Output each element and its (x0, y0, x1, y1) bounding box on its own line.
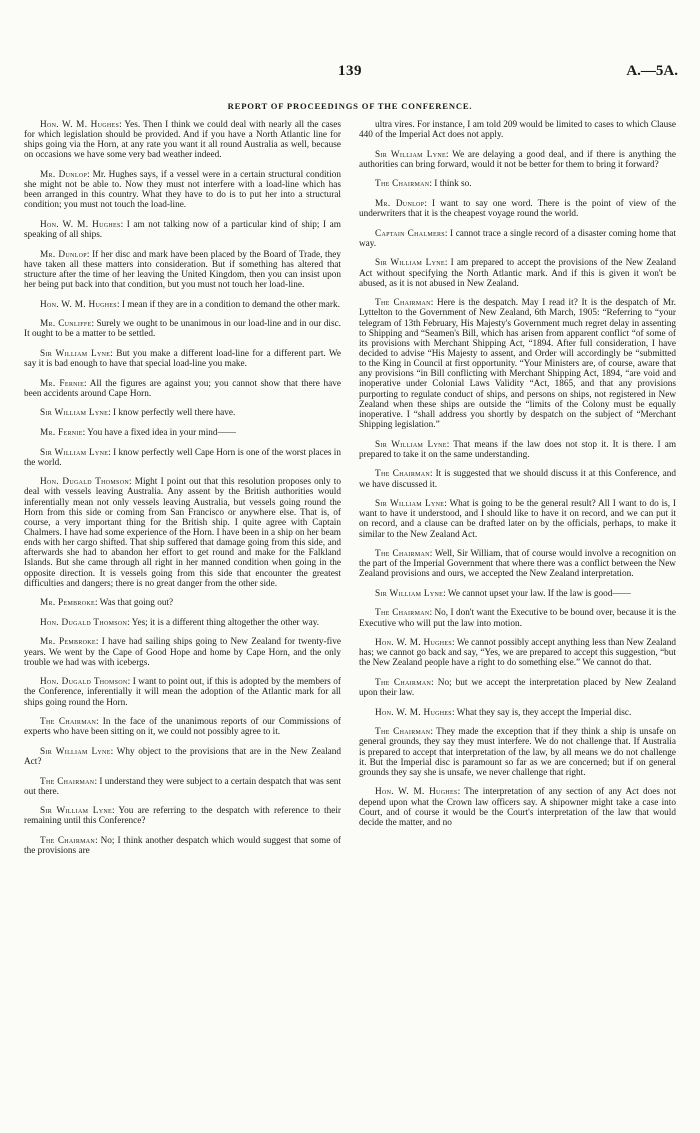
speech-paragraph: The Chairman: They made the exception that if they think a ship is unsafe on general grounds, they say they must interfere. We do not challenge that. If Australia is prepared to accept that interpretation of the law, by all means we do not challenge it. But the Imperial disc is paramount so far as we are concerned; but if on general grounds they say she is unsafe, we never challenge that right. (359, 727, 677, 778)
speaker-name: Sir William Lyne (40, 806, 112, 817)
speech-paragraph: Mr. Dunlop: Mr. Hughes says, if a vessel were in a certain structural condition she might not be able to. Now they must not interfere with a load-line which has been arranged in this country. What they have to do is to put her into a structural condition; you must not touch the load-line. (24, 170, 341, 211)
speech-text: We are delaying a good deal, and if there is anything the authorities can bring forward, would it not be better for them to bring it forward? (359, 149, 677, 170)
speech-paragraph: The Chairman: No; but we accept the interpretation placed by New Zealand upon their law. (359, 678, 677, 699)
speech-text: I want to point out, if this is adopted by the members of the Conference, inferentially it will mean the adoption of the Atlantic mark for all ships going round the Horn. (24, 677, 342, 708)
speech-paragraph: Sir William Lyne: I know perfectly well there have. (40, 408, 236, 419)
speaker-name: Hon. W. M. Hughes (40, 120, 120, 130)
left-column (24, 120, 341, 866)
speaker-name: The Chairman (375, 179, 430, 190)
speech-paragraph: Sir William Lyne: We are delaying a good deal, and if there is anything the authorities can bring forward, would it not be better for them to bring it forward? (359, 149, 677, 170)
speaker-name: Hon. W. M. Hughes (40, 299, 117, 310)
speaker-name: Mr. Dunlop (40, 249, 87, 260)
speaker-name: Captain Chalmers (375, 228, 445, 239)
speaker-name: Mr. Cunliffe (40, 319, 92, 330)
speech-text: Well, Sir William, that of course would involve a recognition on the part of the Imperial Government that where there was a conflict between the New Zealand provisions and ours, we accepted the New Zealand interpretation. (359, 549, 677, 580)
speech-paragraph: Hon. Dugald Thomson: I want to point out, if this is adopted by the members of the Conference, inferentially it will mean the adoption of the Atlantic mark for all ships going round the Horn. (24, 677, 342, 708)
speech-paragraph: Hon. W. M. Hughes: I am not talking now of a particular kind of ship; I am speaking of all ships. (24, 220, 341, 241)
speech-paragraph: Sir William Lyne: You are referring to the despatch with reference to their remaining until this Conference? (24, 806, 341, 827)
speaker-name: Hon. W. M. Hughes (40, 220, 121, 231)
speech-text: Was that going out? (99, 598, 174, 609)
speaker-name: Sir William Lyne (375, 499, 445, 510)
speaker-name: Mr. Pembroke (40, 637, 96, 648)
speaker-name: Mr. Dunlop (375, 198, 425, 209)
speech-text: What is going to be the general result? All I want to do is, I want to have it understood, and I should like to have it on record, and we can put it on record, and a clause can be drafted later on by the officials, perhaps, to make it similar to the New Zealand Act. (359, 499, 677, 540)
speaker-name: The Chairman (375, 469, 431, 480)
speech-text: I know perfectly well Cape Horn is one of the worst places in the world. (24, 447, 342, 468)
speaker-name: Hon. W. M. Hughes (375, 638, 452, 649)
speech-text: Might I point out that this resolution proposes only to deal with vessels leaving Australia. Any assent by the British authorities would inferentially mean not only vessels leaving Australia, but vessels going round the Horn from this side or coming from San Francisco or anywhere else. That is, of course, a very important thing for the British ship. I quite agree with Captain Chalmers. I have had some experience of the Horn. I have been in a ship on her beam ends with her cargo shifted. That ship suffered that damage going from this side, and afterwards she had to abandon her effort to get round and make for the Falkland Islands. But she came through all right in her manned condition when going in the opposite direction. It is vessels going from this side that encounter the greatest difficulties and dangers; there is no great danger from the other side. (24, 477, 341, 589)
speech-text: No; but we accept the interpretation placed by New Zealand upon their law. (359, 678, 677, 699)
speech-text: The interpretation of any section of any Act does not depend upon what the Crown law officers say. A shipowner might take a case into Court, and of course it would be the Court's interpretation of the law that would decide the matter, and no (359, 787, 676, 828)
speech-text: I think so. (434, 179, 472, 190)
speaker-name: Mr. Pembroke (40, 598, 95, 609)
speech-paragraph: Mr. Pembroke: I have had sailing ships going to New Zealand for twenty-five years. We went by the Cape of Good Hope and home by Cape Horn, and the only trouble we had was with icebergs. (24, 637, 341, 668)
speech-text: It is suggested that we should discuss it at this Conference, and we have discussed it. (359, 469, 676, 490)
speaker-name: Mr. Fernie (40, 427, 83, 438)
speaker-name: Sir William Lyne (40, 447, 109, 458)
speaker-name: Sir William Lyne (40, 349, 111, 359)
speech-paragraph: Sir William Lyne: We cannot upset your law. If the law is good—— (375, 588, 631, 599)
speech-paragraph: Sir William Lyne: What is going to be the general result? All I want to do is, I want to have it understood, and I should like to have it on record, and we can put it on record, and a clause can be drafted later on by the officials, perhaps, to make it similar to the New Zealand Act. (359, 499, 677, 540)
speech-paragraph: Sir William Lyne: I know perfectly well Cape Horn is one of the worst places in the world. (24, 447, 342, 468)
speech-text: Why object to the provisions that are in the New Zealand Act? (24, 746, 342, 767)
speech-text: You are referring to the despatch with reference to their remaining until this Conference? (24, 806, 341, 827)
speech-paragraph: Hon. W. M. Hughes: What they say is, they accept the Imperial disc. (375, 707, 632, 718)
speech-text: All the figures are against you; you cannot show that there have been accidents around Cape Horn. (24, 378, 341, 399)
right-column (359, 120, 676, 837)
speaker-name: Sir William Lyne (40, 746, 111, 757)
speech-text: That means if the law does not stop it. It is there. I am prepared to take it on the same understanding. (359, 439, 677, 460)
speech-text: Yes; it is a different thing altogether the other way. (131, 617, 320, 628)
speech-text: What they say is, they accept the Imperial disc. (456, 707, 632, 718)
speech-paragraph: Hon. W. M. Hughes: Yes. Then I think we could deal with nearly all the cases for which legislation should be provided. And if you have a North Atlantic line for ships going via the Horn, at any rate you want it all round Australia as well, because on occasions we have some very bad weather indeed. (24, 120, 341, 161)
speech-text: You have a fixed idea in your mind—— (87, 427, 237, 438)
speech-paragraph: Mr. Pembroke: Was that going out? (40, 598, 174, 609)
speech-text: If her disc and mark have been placed by the Board of Trade, they have taken all these matters into consideration. But if something has altered that structure after the time of her leaving the United Kingdom, then you can insist upon her being put back into that condition, but you must not touch her load-line. (24, 249, 341, 291)
speaker-name: The Chairman (375, 298, 431, 309)
speech-text: Surely we ought to be unanimous in our load-line and in our disc. It ought to be a matter to be settled. (24, 319, 341, 340)
speech-paragraph: Hon. W. M. Hughes: I mean if they are in a condition to demand the other mark. (40, 299, 340, 310)
speaker-name: The Chairman (40, 776, 95, 787)
speaker-name: Hon. Dugald Thomson (40, 477, 129, 488)
speech-paragraph: Mr. Fernie: All the figures are against you; you cannot show that there have been accidents around Cape Horn. (24, 378, 341, 399)
speaker-name: The Chairman (375, 678, 432, 689)
speech-paragraph: Hon. W. M. Hughes: We cannot possibly accept anything less than New Zealand has; we cannot go back and say, “Yes, we are prepared to accept this suggestion, “but the New Zealand people have a right to do something else.” We cannot do that. (359, 638, 676, 669)
speech-text: But you make a different load-line for a different part. We say it is bad enough to have that special load-line you make. (24, 349, 342, 370)
speech-text: We cannot upset your law. If the law is good—— (447, 588, 631, 599)
speech-paragraph (359, 120, 676, 140)
speech-paragraph: Hon. W. M. Hughes: The interpretation of any section of any Act does not depend upon what the Crown law officers say. A shipowner might take a case into Court, and of course it would be the Court's interpretation of the law that would decide the matter, and no (359, 787, 676, 828)
speech-paragraph: The Chairman: It is suggested that we should discuss it at this Conference, and we have discussed it. (359, 469, 676, 490)
speech-paragraph: The Chairman: In the face of the unanimous reports of our Commissions of experts who have been sitting on it, we could not possibly agree to it. (24, 717, 341, 738)
speech-paragraph: Hon. Dugald Thomson: Yes; it is a different thing altogether the other way. (40, 617, 320, 628)
speech-paragraph: Mr. Dunlop: If her disc and mark have been placed by the Board of Trade, they have taken all these matters into consideration. But if something has altered that structure after the time of her leaving the United Kingdom, then you can insist upon her being put back into that condition, but you must not touch her load-line. (24, 249, 341, 291)
speech-text: I want to say one word. There is the point of view of the underwriters that it is the cheapest voyage round the world. (359, 198, 676, 220)
speaker-name: Mr. Dunlop (40, 170, 88, 181)
speech-text: ultra vires. For instance, I am told 209 would be limited to cases to which Clause 440 of the Imperial Act does not apply. (359, 120, 676, 141)
speech-paragraph: The Chairman: No, I don't want the Executive to be bound over, because it is the Executive who will put the law into motion. (359, 608, 676, 629)
speech-paragraph: The Chairman: Here is the despatch. May I read it? It is the despatch of Mr. Lyttelton to the Government of New Zealand, 6th March, 1905: “Referring to “your telegram of 13th February, His Majesty's Government much regret delay in assenting to Shipping and “Seamen's Bill, which has arisen from apparent conflict “of some of its provisions with Merchant Shipping Act, “1894. After full consideration, I have decided to advise “His Majesty to assent, and Order will accordingly be “submitted to the King in Council at first opportunity. “Your Ministers are, of course, aware that any provisions “in Bill conflicting with Merchant Shipping Act, 1894, “are void and inoperative under Colonial Laws Validity “Act, 1865, and that any provisions purporting to regulate conduct of ships, and persons on ships, not registered in New Zealand when these ships are outside the “limits of the Colony must be equally inoperative. I “shall address you shortly by despatch on the subject of “Merchant Shipping legislation.” (359, 298, 676, 431)
speech-paragraph: The Chairman: I think so. (375, 179, 472, 190)
document-code: A.—5A. (626, 63, 678, 79)
speech-text: I understand they were subject to a certain despatch that was sent out there. (24, 776, 341, 797)
speech-text: Yes. Then I think we could deal with nearly all the cases for which legislation should be provided. And if you have a North Atlantic line for ships going via the Horn, at any rate you want it all round Australia as well, because on occasions we have some very bad weather indeed. (24, 120, 341, 161)
speech-paragraph: Hon. Dugald Thomson: Might I point out that this resolution proposes only to deal with vessels leaving Australia. Any assent by the British authorities would inferentially mean not only vessels leaving Australia, but vessels going round the Horn from this side or coming from San Francisco or anywhere else. That is, of course, a very important thing for the British ship. I quite agree with Captain Chalmers. I have had some experience of the Horn. I have been in a ship on her beam ends with her cargo shifted. That ship suffered that damage going from this side, and afterwards she had to abandon her effort to get round and make for the Falkland Islands. But she came through all right in her manned condition when going in the opposite direction. It is vessels going from this side that encounter the greatest difficulties and dangers; there is no great danger from the other side. (24, 477, 341, 589)
speech-text: I am prepared to accept the provisions of the New Zealand Act without specifying the North Atlantic mark. And if this is given it won't be abused, as it is not abused in New Zealand. (359, 258, 676, 289)
speech-paragraph: The Chairman: No; I think another despatch which would suggest that some of the provisions are (24, 835, 341, 857)
speech-text: Mr. Hughes says, if a vessel were in a certain structural condition she might not be able to. Now they must not interfere with a load-line which has been arranged in this country. What they have to do is to put her into a structural condition; you must not touch the load-line. (24, 170, 341, 211)
speaker-name: Sir William Lyne (375, 588, 444, 599)
speech-text: I cannot trace a single record of a disaster coming home that way. (359, 228, 677, 249)
speaker-name: The Chairman (375, 549, 430, 560)
speech-text: They made the exception that if they think a ship is unsafe on general grounds, they say they must interfere. We do not challenge that. If Australia is prepared to accept that interpretation of the law, by all means we do not challenge it. But the Imperial disc is paramount so far as we are concerned; but if on general grounds they say she is unsafe, we never challenge that right. (359, 727, 677, 778)
speech-paragraph: Sir William Lyne: Why object to the provisions that are in the New Zealand Act? (24, 746, 342, 767)
speech-paragraph: Sir William Lyne: But you make a different load-line for a different part. We say it is bad enough to have that special load-line you make. (24, 349, 342, 370)
speech-text: No, I don't want the Executive to be bound over, because it is the Executive who will put the law into motion. (359, 608, 676, 629)
speaker-name: Hon. W. M. Hughes (375, 787, 458, 798)
speech-paragraph: The Chairman: I understand they were subject to a certain despatch that was sent out there. (24, 776, 341, 797)
speaker-name: The Chairman (40, 835, 96, 846)
speech-text: I have had sailing ships going to New Zealand for twenty-five years. We went by the Cape of Good Hope and home by Cape Horn, and the only trouble we had was with icebergs. (24, 637, 341, 668)
speech-text: I know perfectly well there have. (113, 408, 236, 419)
page-number: 139 (338, 63, 362, 79)
speech-paragraph: Captain Chalmers: I cannot trace a single record of a disaster coming home that way. (359, 228, 677, 249)
speech-text: Here is the despatch. May I read it? It is the despatch of Mr. Lyttelton to the Government of New Zealand, 6th March, 1905: “Referring to “your telegram of 13th February, His Majesty's Government much regret delay in assenting to Shipping and “Seamen's Bill, which has arisen from apparent conflict “of some of its provisions with Merchant Shipping Act, “1894. After full consideration, I have decided to advise “His Majesty to assent, and Order will accordingly be “submitted to the King in Council at first opportunity. “Your Ministers are, of course, aware that any provisions “in Bill conflicting with Merchant Shipping Act, 1894, “are void and inoperative under Colonial Laws Validity “Act, 1865, and that any provisions purporting to regulate conduct of ships, and persons on ships, not registered in New Zealand when these ships are outside the “limits of the Colony must be equally inoperative. I “shall address you shortly by despatch on the subject of “Merchant Shipping legislation.” (359, 298, 676, 431)
speech-paragraph: Mr. Cunliffe: Surely we ought to be unanimous in our load-line and in our disc. It ought to be a matter to be settled. (24, 319, 341, 340)
speaker-name: Sir William Lyne (40, 408, 109, 419)
speech-paragraph: Mr. Dunlop: I want to say one word. There is the point of view of the underwriters that it is the cheapest voyage round the world. (359, 198, 676, 220)
speech-paragraph: Sir William Lyne: That means if the law does not stop it. It is there. I am prepared to take it on the same understanding. (359, 439, 677, 460)
speech-paragraph: The Chairman: Well, Sir William, that of course would involve a recognition on the part of the Imperial Government that where there was a conflict between the New Zealand provisions and ours, we accepted the New Zealand interpretation. (359, 549, 677, 580)
speech-paragraph: Sir William Lyne: I am prepared to accept the provisions of the New Zealand Act without specifying the North Atlantic mark. And if this is given it won't be abused, as it is not abused in New Zealand. (359, 258, 676, 289)
speaker-name: Hon. Dugald Thomson (40, 617, 128, 628)
speech-text: I am not talking now of a particular kind of ship; I am speaking of all ships. (24, 220, 341, 241)
speech-text: No; I think another despatch which would suggest that some of the provisions are (24, 835, 341, 857)
speech-text: I mean if they are in a condition to demand the other mark. (121, 299, 340, 310)
speech-paragraph: Mr. Fernie: You have a fixed idea in your mind—— (40, 427, 237, 438)
speaker-name: The Chairman (375, 608, 430, 619)
speech-text: In the face of the unanimous reports of our Commissions of experts who have been sitting on it, we could not possibly agree to it. (24, 717, 341, 738)
speaker-name: Sir William Lyne (375, 149, 446, 160)
speaker-name: Hon. Dugald Thomson (40, 677, 128, 688)
speaker-name: Sir William Lyne (375, 439, 447, 450)
page-header (0, 63, 700, 83)
speaker-name: Mr. Fernie (40, 378, 85, 389)
speaker-name: The Chairman (375, 727, 431, 738)
speaker-name: Sir William Lyne (375, 258, 445, 269)
running-title: REPORT OF PROCEEDINGS OF THE CONFERENCE. (227, 101, 473, 111)
speaker-name: The Chairman (40, 717, 97, 728)
speech-text: We cannot possibly accept anything less than New Zealand has; we cannot go back and say, “Yes, we are prepared to accept this suggestion, “but the New Zealand people have a right to do something else.” We cannot do that. (359, 638, 676, 669)
speaker-name: Hon. W. M. Hughes (375, 707, 452, 718)
